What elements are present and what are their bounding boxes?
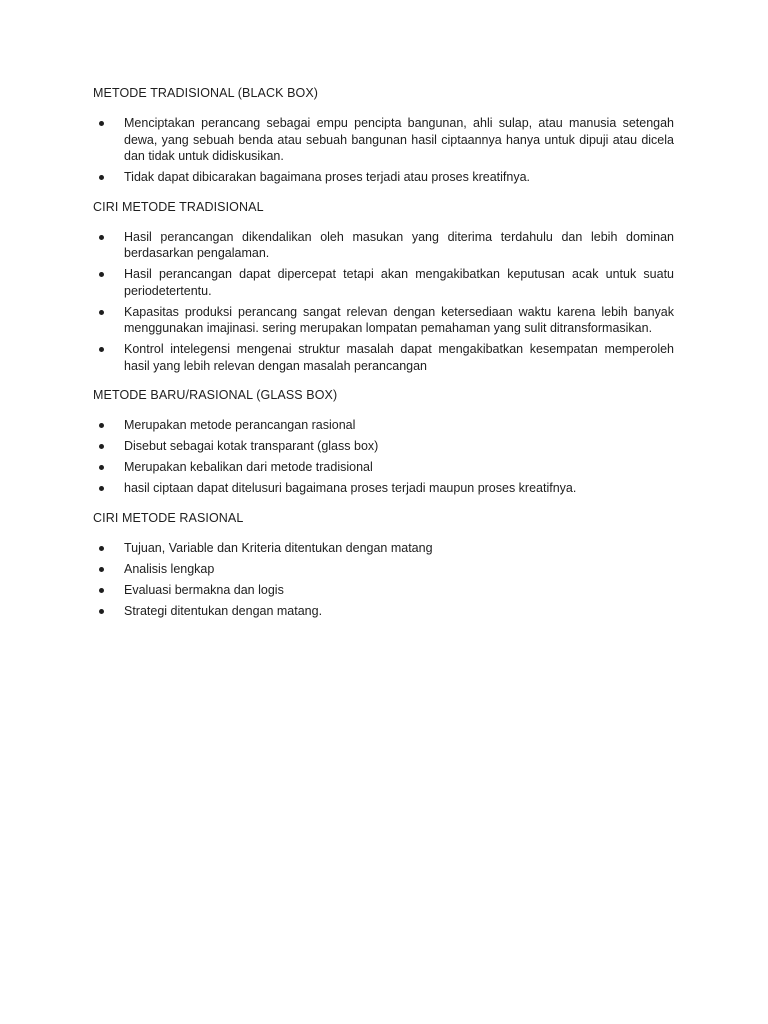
bullet-icon — [99, 465, 104, 470]
list-item-text: Tujuan, Variable dan Kriteria ditentukan dengan matang — [124, 540, 433, 555]
list-item — [93, 582, 674, 599]
list-item-text: Kapasitas produksi perancang sangat relevan dengan ketersediaan waktu karena lebih banyak menggunakan imajinasi. sering merupakan lompatan pemahaman yang sulit ditransformasikan. — [124, 304, 674, 335]
list-item-text: Kontrol intelegensi mengenai struktur masalah dapat mengakibatkan kesempatan memperoleh hasil yang lebih relevan dengan masalah perancangan — [124, 342, 674, 373]
list-item-text: Merupakan kebalikan dari metode tradisional — [124, 460, 373, 474]
list-item — [93, 438, 674, 455]
bullet-icon — [99, 567, 104, 572]
section-ciri-metode-rasional — [93, 510, 674, 620]
bullet-icon — [99, 310, 104, 315]
list-item-text: Hasil perancangan dapat dipercepat tetapi akan mengakibatkan keputusan acak untuk suatu periodetertentu. — [124, 267, 674, 298]
bullet-icon — [99, 423, 104, 428]
list-item — [93, 266, 674, 299]
list-item — [93, 480, 674, 497]
section-metode-rasional — [93, 387, 674, 497]
list-item-text: hasil ciptaan dapat ditelusuri bagaimana proses terjadi maupun proses kreatifnya. — [124, 481, 577, 495]
bullet-icon — [99, 235, 104, 240]
bullet-icon — [99, 175, 104, 180]
section-ciri-metode-tradisional — [93, 199, 674, 375]
bullet-icon — [99, 609, 104, 614]
section-heading: CIRI METODE TRADISIONAL — [93, 199, 264, 214]
list-item-text: Merupakan metode perancangan rasional — [124, 418, 356, 432]
list-item — [93, 169, 674, 186]
list-item-text: Evaluasi bermakna dan logis — [124, 582, 284, 597]
bullet-list — [93, 229, 674, 375]
list-item-text: Menciptakan perancang sebagai empu pencipta bangunan, ahli sulap, atau manusia setengah dewa, yang sebuah benda atau sebuah bangunan hasil ciptaannya hanya untuk dipuji atau dicela dan tidak untuk didiskusikan. — [124, 116, 674, 163]
bullet-list — [93, 417, 674, 497]
list-item-text: Tidak dapat dibicarakan bagaimana proses terjadi atau proses kreatifnya. — [124, 170, 531, 184]
list-item — [93, 304, 674, 337]
bullet-list — [93, 540, 674, 620]
bullet-icon — [99, 121, 104, 126]
list-item — [93, 459, 674, 476]
list-item — [93, 417, 674, 434]
section-heading: CIRI METODE RASIONAL — [93, 510, 244, 525]
bullet-list — [93, 115, 674, 186]
bullet-icon — [99, 546, 104, 551]
list-item — [93, 540, 674, 557]
list-item — [93, 603, 674, 620]
section-heading: METODE BARU/RASIONAL (GLASS BOX) — [93, 388, 338, 402]
list-item — [93, 341, 674, 374]
bullet-icon — [99, 588, 104, 593]
list-item — [93, 229, 674, 262]
section-heading: METODE TRADISIONAL (BLACK BOX) — [93, 86, 319, 100]
list-item-text: Analisis lengkap — [124, 561, 215, 576]
section-metode-tradisional — [93, 85, 674, 186]
bullet-icon — [99, 272, 104, 277]
bullet-icon — [99, 347, 104, 352]
list-item — [93, 561, 674, 578]
list-item-text: Hasil perancangan dikendalikan oleh masukan yang diterima terdahulu dan lebih dominan berdasarkan pengalaman. — [124, 229, 674, 260]
bullet-icon — [99, 486, 104, 491]
bullet-icon — [99, 444, 104, 449]
list-item-text: Disebut sebagai kotak transparant (glass box) — [124, 439, 379, 453]
list-item-text: Strategi ditentukan dengan matang. — [124, 603, 323, 618]
document-content — [93, 85, 674, 631]
list-item — [93, 115, 674, 165]
